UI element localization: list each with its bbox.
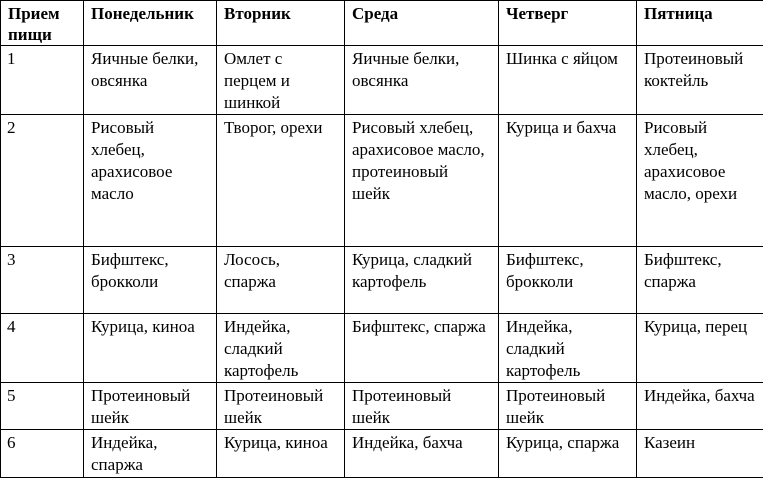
cell-tuesday: Творог, орехи bbox=[217, 115, 345, 247]
cell-friday: Казеин bbox=[637, 430, 763, 478]
meal-number: 4 bbox=[1, 314, 84, 383]
header-row bbox=[1, 1, 763, 46]
cell-wednesday: Курица, сладкий картофель bbox=[345, 247, 499, 314]
header-tuesday: Вторник bbox=[217, 1, 345, 46]
cell-thursday: Курица, спаржа bbox=[499, 430, 637, 478]
cell-monday: Курица, киноа bbox=[84, 314, 217, 383]
meal-number: 3 bbox=[1, 247, 84, 314]
meal-number: 5 bbox=[1, 383, 84, 430]
cell-friday: Курица, перец bbox=[637, 314, 763, 383]
cell-tuesday: Индейка, сладкий картофель bbox=[217, 314, 345, 383]
header-friday: Пятница bbox=[637, 1, 763, 46]
cell-thursday: Протеиновый шейк bbox=[499, 383, 637, 430]
header-thursday: Четверг bbox=[499, 1, 637, 46]
table-row bbox=[1, 383, 763, 430]
cell-friday: Индейка, бахча bbox=[637, 383, 763, 430]
table-row bbox=[1, 46, 763, 115]
cell-wednesday: Протеиновый шейк bbox=[345, 383, 499, 430]
cell-monday: Индейка, спаржа bbox=[84, 430, 217, 478]
table-row bbox=[1, 115, 763, 247]
cell-friday: Бифштекс, спаржа bbox=[637, 247, 763, 314]
cell-monday: Протеиновый шейк bbox=[84, 383, 217, 430]
cell-wednesday: Индейка, бахча bbox=[345, 430, 499, 478]
cell-tuesday: Лосось, спаржа bbox=[217, 247, 345, 314]
meal-number: 1 bbox=[1, 46, 84, 115]
cell-monday: Яичные белки, овсянка bbox=[84, 46, 217, 115]
header-monday: Понедельник bbox=[84, 1, 217, 46]
meal-number: 6 bbox=[1, 430, 84, 478]
meal-number: 2 bbox=[1, 115, 84, 247]
cell-thursday: Курица и бахча bbox=[499, 115, 637, 247]
header-meal: Прием пищи bbox=[1, 1, 84, 46]
cell-thursday: Индейка, сладкий картофель bbox=[499, 314, 637, 383]
header-wednesday: Среда bbox=[345, 1, 499, 46]
cell-wednesday: Рисовый хлебец, арахисовое масло, протеиновый шейк bbox=[345, 115, 499, 247]
cell-wednesday: Яичные белки, овсянка bbox=[345, 46, 499, 115]
cell-friday: Протеиновый коктейль bbox=[637, 46, 763, 115]
table-row bbox=[1, 247, 763, 314]
cell-monday: Бифштекс, брокколи bbox=[84, 247, 217, 314]
cell-tuesday: Омлет с перцем и шинкой bbox=[217, 46, 345, 115]
cell-thursday: Шинка с яйцом bbox=[499, 46, 637, 115]
cell-friday: Рисовый хлебец, арахисовое масло, орехи bbox=[637, 115, 763, 247]
table-row bbox=[1, 314, 763, 383]
table-row bbox=[1, 430, 763, 478]
cell-monday: Рисовый хлебец, арахисовое масло bbox=[84, 115, 217, 247]
cell-wednesday: Бифштекс, спаржа bbox=[345, 314, 499, 383]
cell-tuesday: Протеиновый шейк bbox=[217, 383, 345, 430]
cell-tuesday: Курица, киноа bbox=[217, 430, 345, 478]
cell-thursday: Бифштекс, брокколи bbox=[499, 247, 637, 314]
